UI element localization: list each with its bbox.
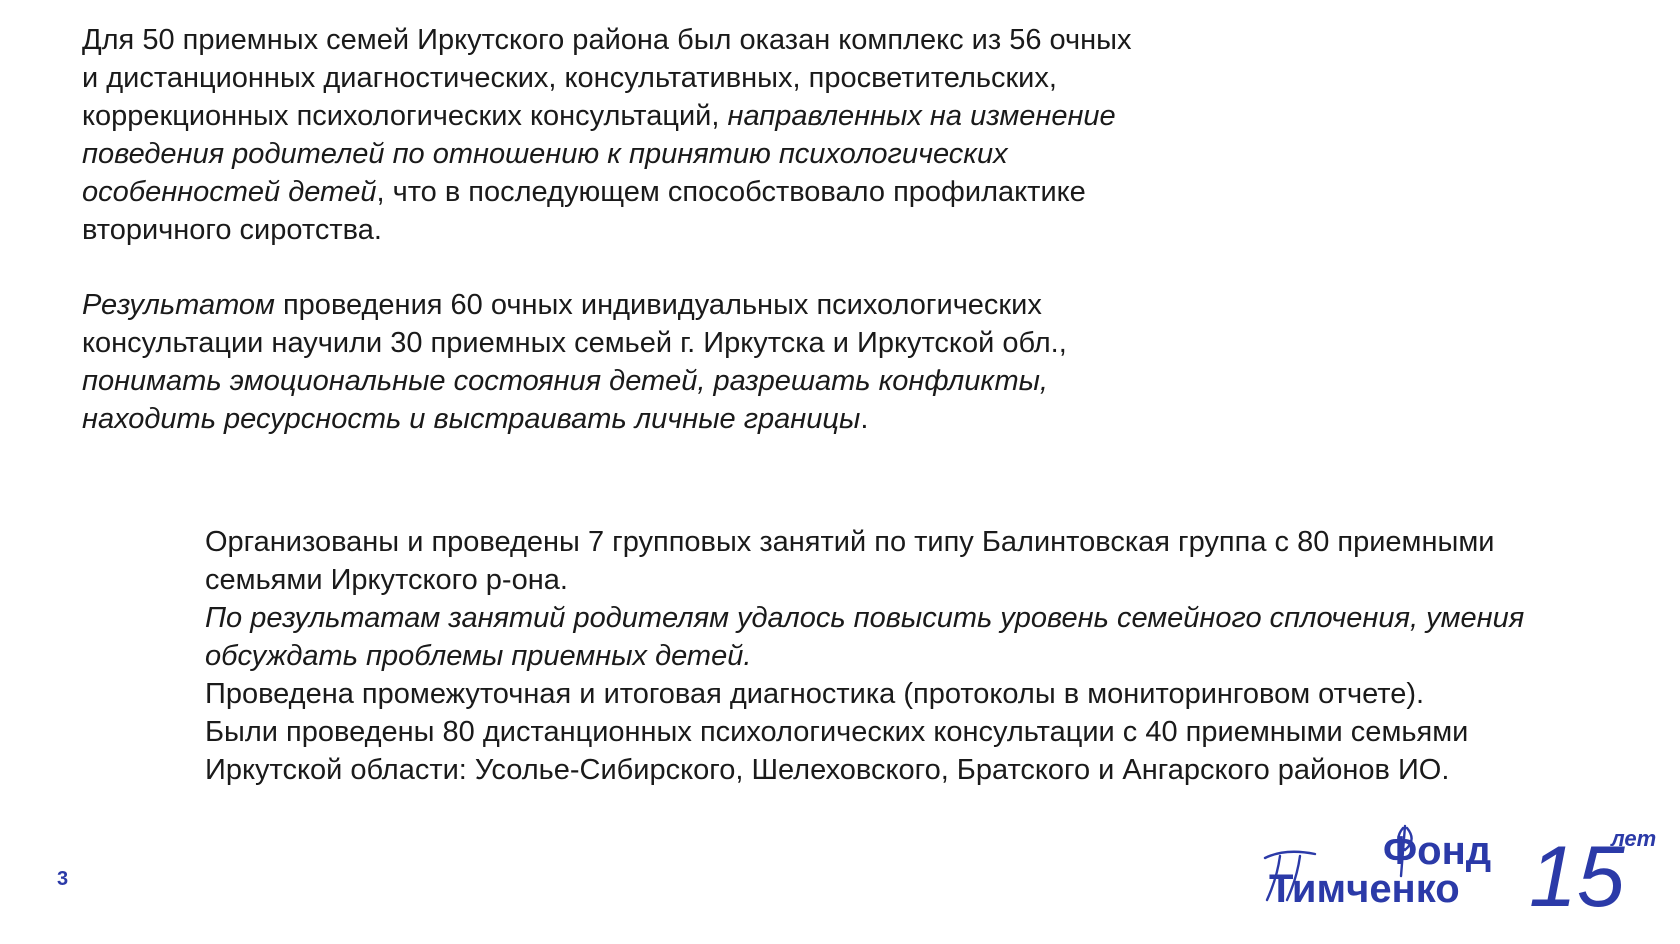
text-line [82,286,1067,324]
paragraph-group-sessions [205,523,1524,789]
italic-text-run: поведения родителей по отношению к принятию психологических [82,138,1008,170]
text-run: семьями Иркутского р-она. [205,564,568,596]
text-run: . [860,403,869,435]
text-line [82,21,1132,59]
text-line [205,675,1524,713]
logo-text-fond: Фонд [1383,829,1492,873]
text-run: Организованы и проведены 7 групповых занятий по типу Балинтовская группа с 80 приемными [205,526,1495,558]
text-run: Были проведены 80 дистанционных психологических консультации с 40 приемными семьями [205,716,1469,748]
text-run: Проведена промежуточная и итоговая диагностика (протоколы в мониторинговом отчете). [205,678,1425,710]
text-line [205,523,1524,561]
logo-years-number: 15 [1529,829,1625,918]
text-line [205,637,1524,675]
italic-text-run: Результатом [82,289,275,321]
text-run: консультации научили 30 приемных семьей г. Иркутска и Иркутской обл., [82,327,1067,359]
text-run: , что в последующем способствовало профилактике [376,176,1086,208]
text-run: коррекционных психологических консультаций, [82,100,728,132]
italic-text-run: находить ресурсность и выстраивать личные границы [82,403,861,435]
logo-years-word: лет [1611,826,1657,851]
text-run: Иркутской области: Усолье-Сибирского, Шелеховского, Братского и Ангарского районов ИО. [205,754,1450,786]
text-line [82,97,1132,135]
logo-text-timchenko: Тимченко [1269,867,1460,911]
timchenko-foundation-logo [1255,818,1670,918]
text-line [82,211,1132,249]
text-run: проведения 60 очных индивидуальных психологических [274,289,1042,321]
italic-text-run: направленных на изменение [727,100,1116,132]
text-line [82,400,1067,438]
text-line [205,599,1524,637]
paragraph-diagnostics [82,21,1132,249]
italic-text-run: понимать эмоциональные состояния детей, разрешать конфликты, [82,365,1048,397]
text-line [205,561,1524,599]
italic-text-run: обсуждать проблемы приемных детей. [205,640,752,672]
text-line [82,324,1067,362]
text-run: Для 50 приемных семей Иркутского района был оказан комплекс из 56 очных [82,24,1132,56]
paragraph-consultations-result [82,286,1067,438]
page-number: 3 [57,868,69,890]
text-line [82,59,1132,97]
text-line [82,173,1132,211]
text-line [82,135,1132,173]
text-line [205,713,1524,751]
italic-text-run: особенностей детей [82,176,377,208]
text-line [82,362,1067,400]
text-run: и дистанционных диагностических, консультативных, просветительских, [82,62,1057,94]
text-run: вторичного сиротства. [82,214,382,246]
text-line [205,751,1524,789]
italic-text-run: По результатам занятий родителям удалось повысить уровень семейного сплочения, умения [205,602,1525,634]
